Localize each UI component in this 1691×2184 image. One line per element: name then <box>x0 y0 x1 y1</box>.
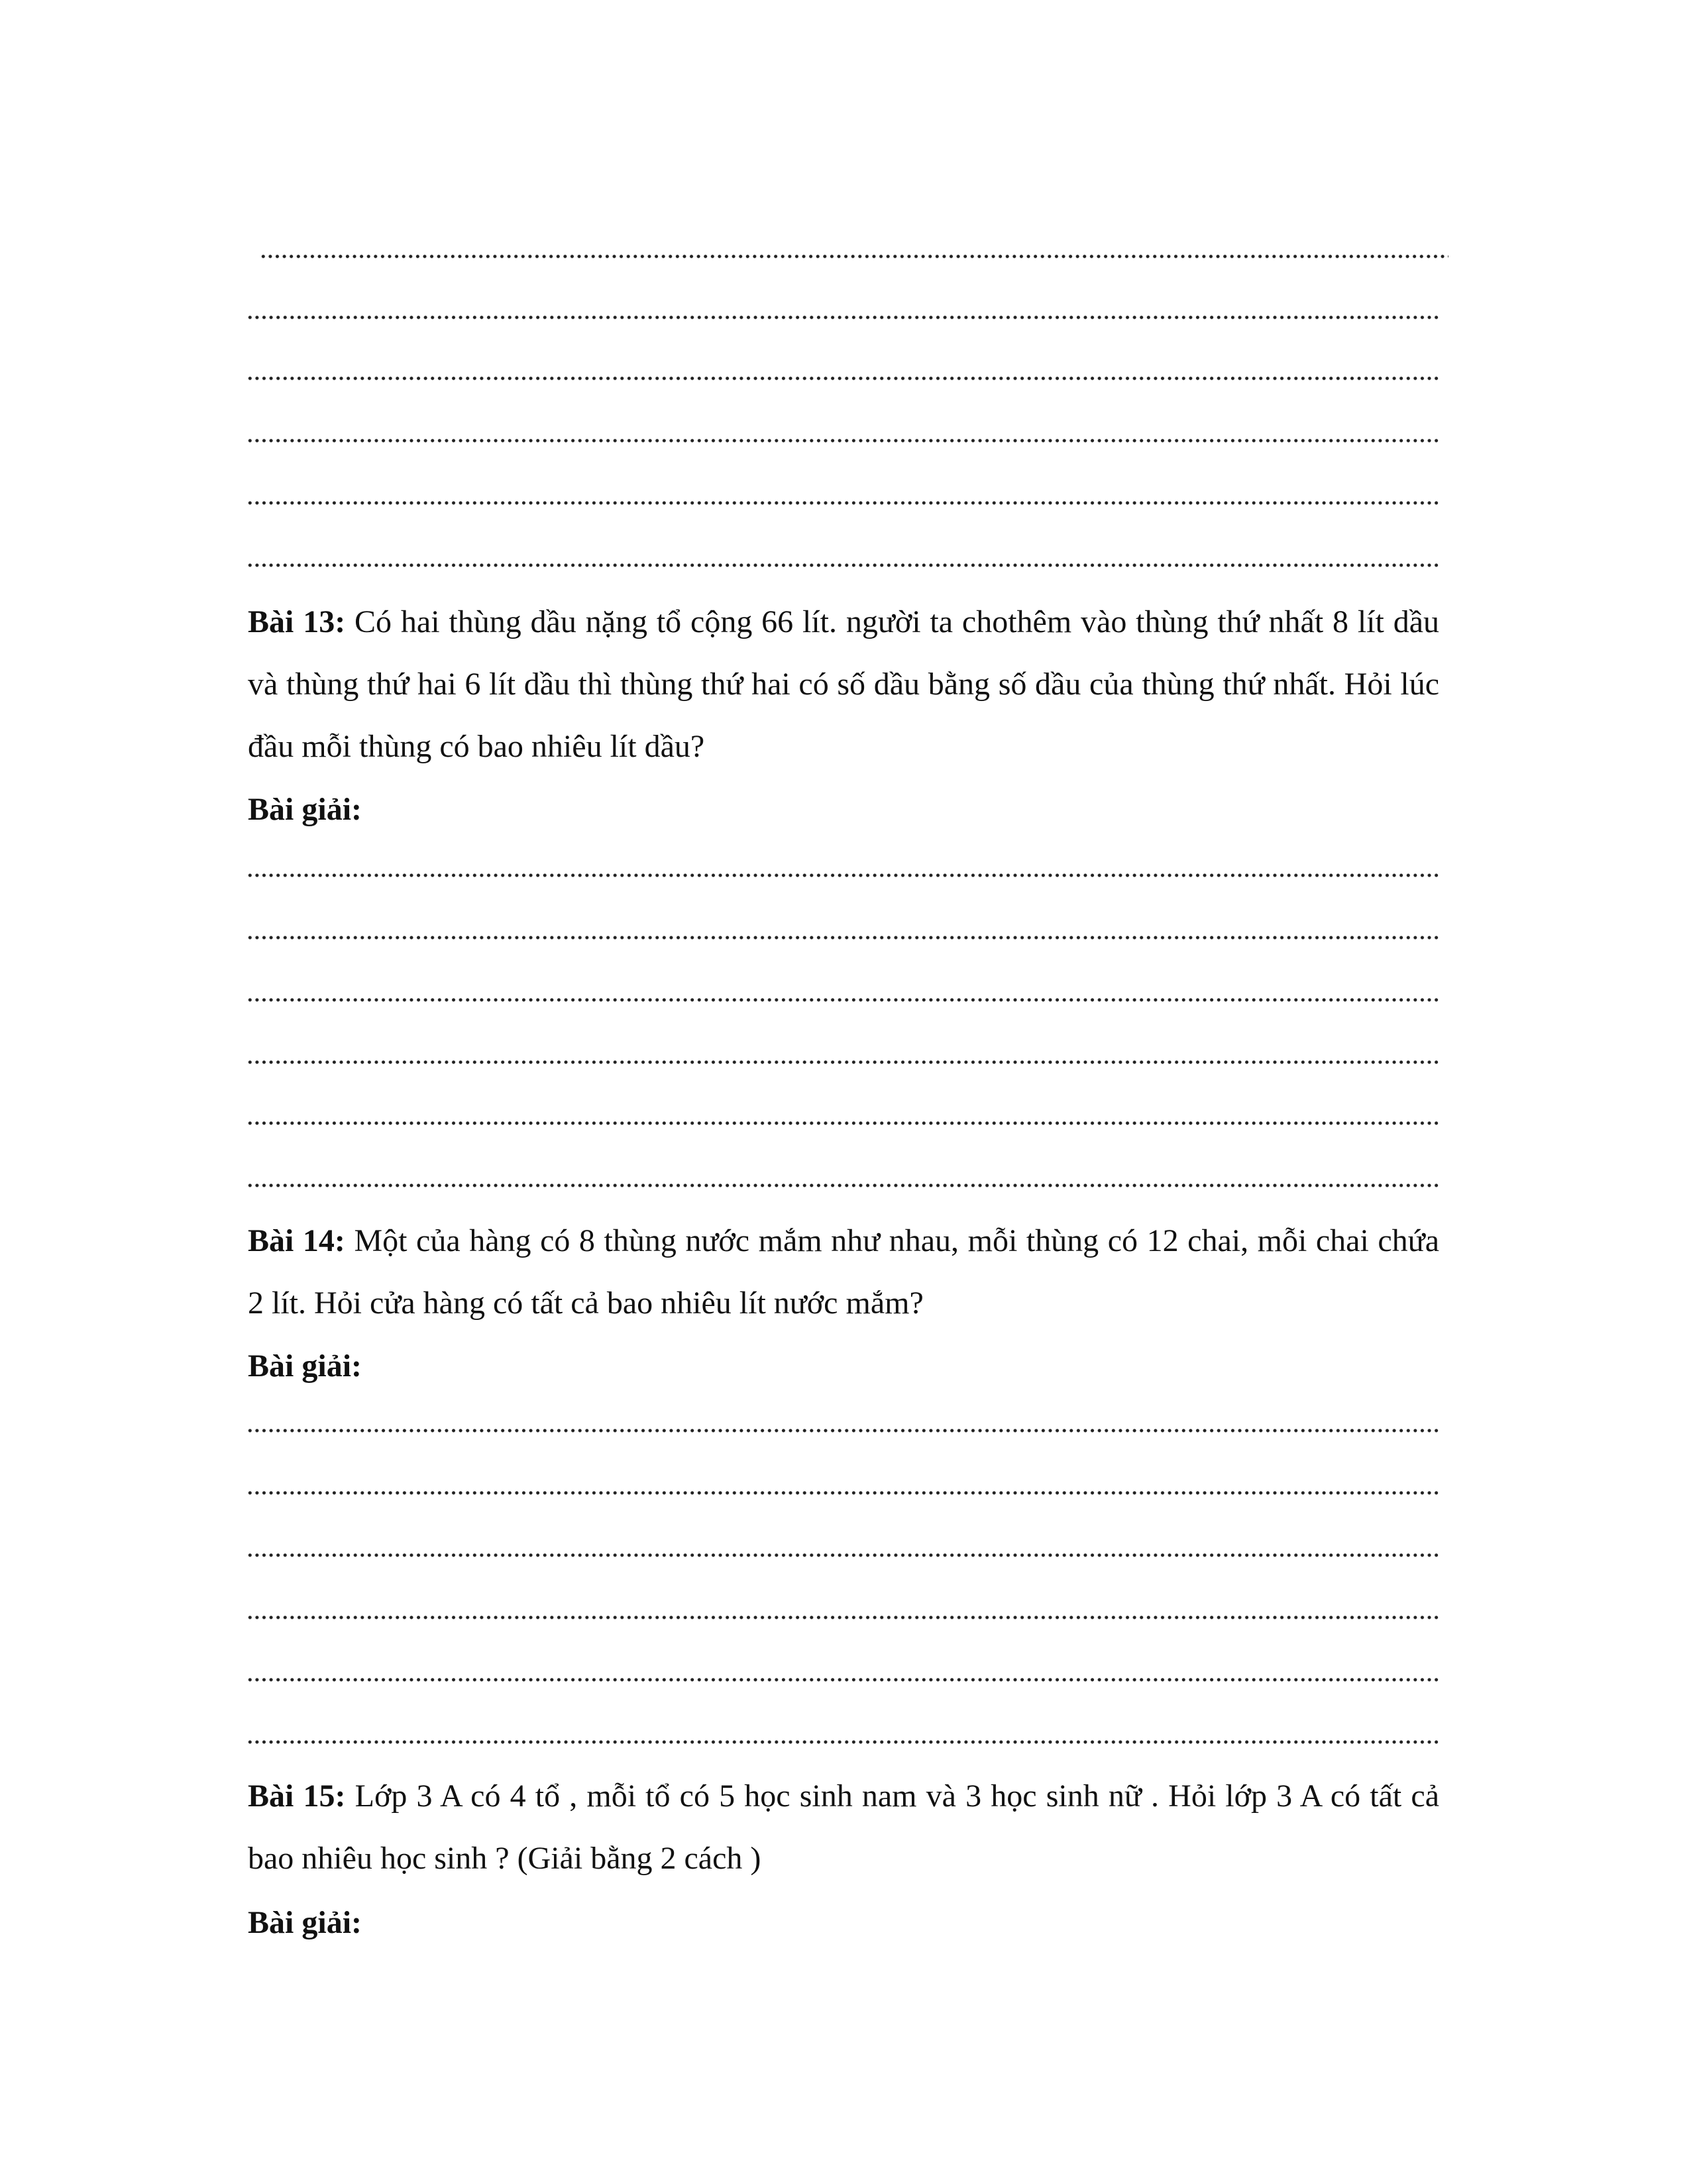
problem-14-solution-label: Bài giải: <box>248 1348 362 1384</box>
problem-13-label: Bài 13: <box>248 604 346 639</box>
answer-line <box>260 254 1448 258</box>
problem-14 <box>248 1210 1439 1335</box>
problem-15-label: Bài 15: <box>248 1778 346 1814</box>
problem-13-solution-label: Bài giải: <box>248 792 362 827</box>
answer-line <box>246 1678 1439 1682</box>
problem-15-text: Lớp 3 A có 4 tổ , mỗi tổ có 5 học sinh nam và 3 học sinh nữ . Hỏi lớp 3 A có tất cả bao nhiêu học sinh ? (Giải bằng 2 cách ) <box>248 1778 1439 1876</box>
answer-line <box>246 315 1439 319</box>
answer-line <box>246 501 1439 505</box>
answer-line <box>246 1429 1439 1433</box>
answer-line <box>246 936 1439 940</box>
problem-15-solution-label: Bài giải: <box>248 1905 362 1940</box>
answer-line <box>246 1615 1439 1619</box>
answer-line <box>246 873 1439 877</box>
answer-line <box>246 1740 1439 1744</box>
answer-line <box>246 563 1439 567</box>
answer-line <box>246 1183 1439 1187</box>
answer-line <box>246 1491 1439 1495</box>
answer-line <box>246 439 1439 443</box>
answer-line <box>246 1060 1439 1064</box>
problem-15 <box>248 1765 1439 1890</box>
answer-line <box>246 998 1439 1002</box>
problem-13-text: Có hai thùng dầu nặng tổ cộng 66 lít. người ta chothêm vào thùng thứ nhất 8 lít dầu và thùng thứ hai 6 lít dầu thì thùng thứ hai có số dầu bằng số dầu của thùng thứ nhất. Hỏi lúc đầu mỗi thùng có bao nhiêu lít dầu? <box>248 604 1439 764</box>
problem-13 <box>248 591 1439 778</box>
problem-14-label: Bài 14: <box>248 1223 345 1258</box>
answer-line <box>246 376 1439 380</box>
answer-line <box>246 1553 1439 1557</box>
problem-14-text: Một của hàng có 8 thùng nước mắm như nhau, mỗi thùng có 12 chai, mỗi chai chứa 2 lít. Hỏi cửa hàng có tất cả bao nhiêu lít nước mắm? <box>248 1223 1440 1321</box>
answer-line <box>246 1121 1439 1125</box>
